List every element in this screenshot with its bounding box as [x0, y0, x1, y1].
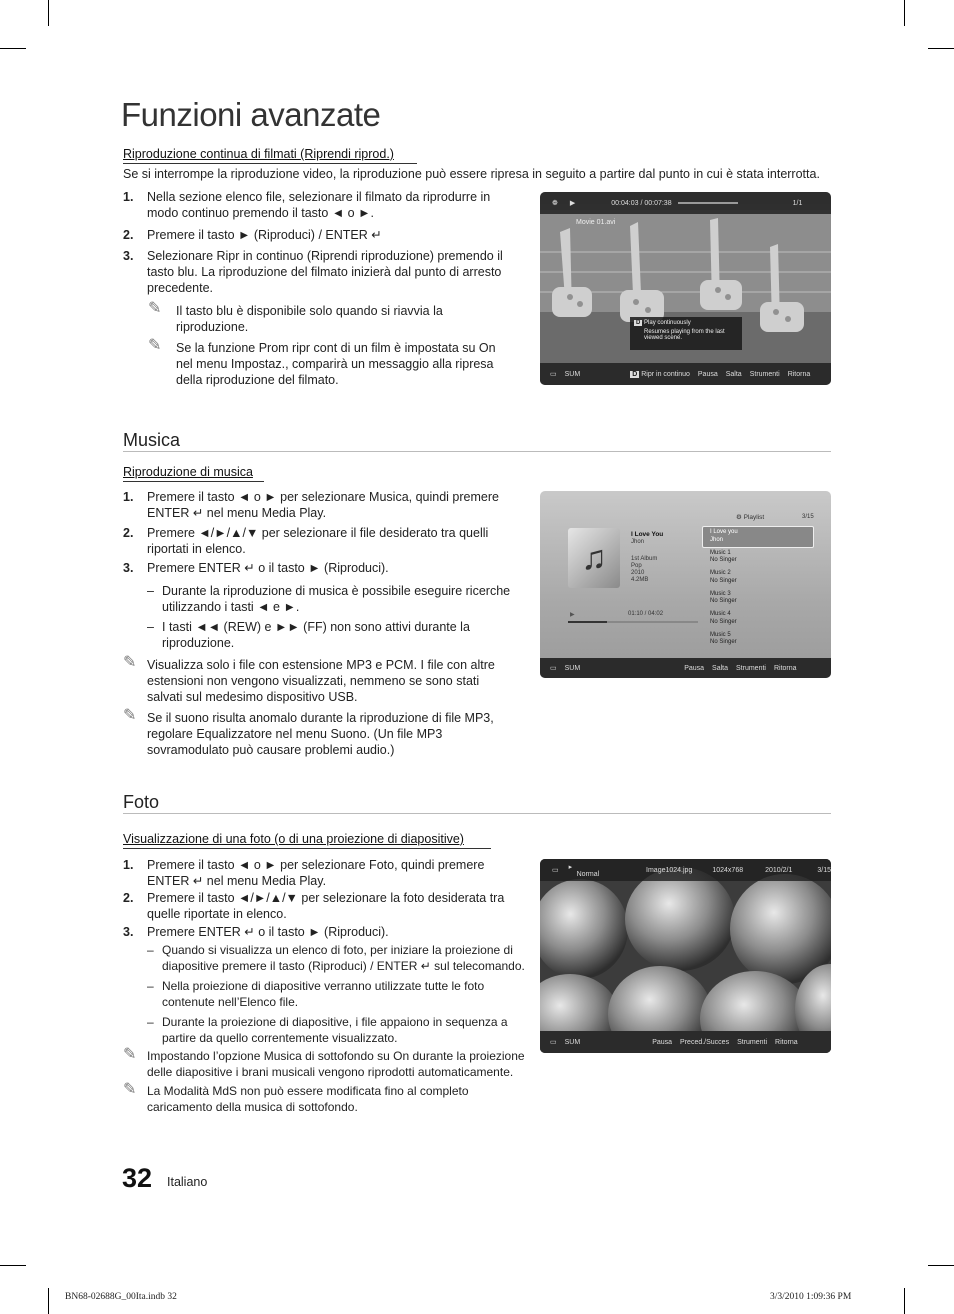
video-time: 00:04:03 / 00:07:38: [611, 199, 672, 207]
crop-mark: [0, 48, 26, 49]
note-text: Il tasto blu è disponibile solo quando si riavvia la riproduzione.: [176, 304, 443, 334]
photo-date: 2010/2/1: [765, 866, 793, 874]
step-text: Premere il tasto ◄/►/▲/▼ per selezionare la foto desiderata tra quelle riportate in elenco.: [147, 891, 505, 921]
step-number: 1.: [123, 190, 134, 204]
photo-resolution: 1024x768: [712, 866, 744, 874]
track-artist: Jhon: [710, 536, 724, 543]
crop-mark: [904, 1288, 905, 1314]
track-artist: No Singer: [710, 618, 737, 625]
track-artist: No Singer: [710, 557, 737, 563]
video-intro: Se si interrompe la riproduzione video, la riproduzione può essere ripresa in seguito a partire dal punto in cui è stata interrotta.: [123, 167, 820, 181]
step-text: Premere il tasto ◄ o ► per selezionare Musica, quindi premere ENTER ↵ nel menu Media Play.: [147, 490, 499, 520]
popup-title: Play continuously: [644, 320, 691, 326]
step-text: Selezionare Ripr in continuo (Riprendi riproduzione) premendo il tasto blu. La riproduzione del filmato inizierà dal punto di arresto precedente.: [147, 249, 503, 295]
crop-mark: [48, 0, 49, 26]
step-number: 2.: [123, 526, 134, 540]
footer-date: 3/3/2010 1:09:36 PM: [770, 1292, 852, 1302]
step-number: 1.: [123, 490, 134, 504]
album: 1st Album: [631, 556, 658, 562]
crop-mark: [904, 0, 905, 26]
track-title: I Love you: [710, 529, 738, 535]
popup-dialog: D Play continuously Resumes playing from the last viewed scene.: [630, 317, 742, 350]
step-number: 3.: [123, 249, 134, 263]
video-subtitle: Riproduzione continua di filmati (Riprendi riprod.): [123, 147, 394, 161]
step-number: 3.: [123, 561, 134, 575]
popup-text: Resumes playing from the last viewed scene.: [644, 329, 725, 341]
bar-item: Pausa: [652, 1038, 673, 1046]
language-label: Italiano: [167, 1175, 208, 1189]
crop-mark: [0, 1265, 26, 1266]
step-text: Premere il tasto ◄ o ► per selezionare Foto, quindi premere ENTER ↵ nel menu Media Play.: [147, 858, 485, 888]
progress-bar: [568, 621, 698, 623]
step-number: 1.: [123, 858, 134, 872]
bar-item: Ritorna: [773, 664, 797, 672]
note-icon: ✎: [123, 1081, 137, 1098]
bar-item: Strumenti: [736, 664, 766, 672]
note-text: Se la funzione Prom ripr cont di un film è impostata su On nel menu Impostaz., comparirà un messaggio alla ripresa della riproduzione del filmato.: [176, 341, 496, 387]
bar-item: Ripr in continuo: [641, 370, 690, 378]
photo-filename: Image1024.jpg: [646, 866, 693, 874]
size: 4.2MB: [631, 577, 649, 583]
playlist-label: Playlist: [743, 514, 765, 521]
device-label: SUM: [564, 1038, 581, 1046]
video-filename: Movie 01.avi: [576, 219, 616, 226]
track-list: [710, 529, 820, 652]
bar-item: Pausa: [697, 370, 718, 378]
genre: Pop: [631, 563, 642, 569]
crop-mark: [48, 1288, 49, 1314]
music-subtitle: Riproduzione di musica: [123, 465, 253, 479]
step-text: Premere ENTER ↵ o il tasto ► (Riproduci).: [147, 561, 389, 575]
note-text: La Modalità MdS non può essere modificata fino al completo caricamento della musica di sottofondo.: [147, 1084, 469, 1114]
photo-subtitle: Visualizzazione di una foto (o di una proiezione di diapositive): [123, 832, 464, 846]
bar-item: Ritorna: [775, 1038, 798, 1046]
track-title: Music 1: [710, 549, 731, 556]
note-text: Se il suono risulta anomalo durante la riproduzione di file MP3, regolare Equalizzatore nel menu Suono. (Un file MP3 sovramodulato può causare problemi audio.): [147, 711, 494, 757]
dash-text: Quando si visualizza un elenco di foto, per iniziare la proiezione di diapositive premere il tasto (Riproduci) / ENTER ↵ sul telecomando.: [162, 943, 525, 973]
view-mode: Normal: [576, 870, 600, 878]
track-title: Music 5: [710, 631, 731, 638]
music-note-icon: ♫: [568, 528, 620, 588]
device-label: SUM: [564, 664, 581, 672]
playlist-count: 3/15: [802, 514, 814, 520]
dash-text: Durante la proiezione di diapositive, i file appaiono in sequenza a partire da quello correntemente visualizzato.: [162, 1015, 508, 1045]
dash-text: I tasti ◄◄ (REW) e ►► (FF) non sono attivi durante la riproduzione.: [162, 620, 470, 650]
bar-item: Ritorna: [787, 370, 811, 378]
note-icon: ✎: [148, 337, 162, 354]
note-text: Impostando l’opzione Musica di sottofondo su On durante la proiezione delle diapositive i brani musicali vengono riprodotti automaticamente.: [147, 1049, 525, 1079]
bar-item: Salta: [712, 664, 729, 672]
bar-item: Salta: [725, 370, 742, 378]
now-artist: Jhon: [631, 539, 645, 545]
track-artist: No Singer: [710, 598, 737, 604]
track-artist: No Singer: [710, 577, 737, 584]
bar-item: Pausa: [684, 664, 705, 672]
music-heading: Musica: [123, 430, 181, 450]
dash-text: Durante la riproduzione di musica è possibile eseguire ricerche utilizzando i tasti ◄ e ►.: [162, 584, 511, 614]
photo-count: 3/15: [817, 866, 831, 874]
step-number: 2.: [123, 228, 134, 242]
track-title: Music 4: [710, 611, 731, 617]
step-text: Premere ◄/►/▲/▼ per selezionare il file desiderato tra quelli riportati in elenco.: [147, 526, 489, 556]
step-text: Premere ENTER ↵ o il tasto ► (Riproduci).: [147, 925, 389, 939]
video-count: 1/1: [792, 199, 803, 207]
dash-text: Nella proiezione di diapositive verranno utilizzate tutte le foto contenute nell’Elenco file.: [162, 979, 485, 1009]
crop-mark: [928, 48, 954, 49]
step-text: Nella sezione elenco file, selezionare il filmato da riprodurre in modo continuo premendo il tasto ◄ o ►.: [147, 190, 491, 220]
track-title: Music 3: [710, 590, 731, 597]
year: 2010: [631, 570, 645, 576]
note-icon: ✎: [123, 707, 137, 724]
photo-screenshot: ▭ ▸ Normal Image1024.jpg 1024x768 2010/2/1 3/15 ▭ SUM Pausa Preced./Succes Strumenti Ritorna: [540, 859, 831, 1053]
playlist-icon: ⚙: [736, 514, 742, 521]
video-screenshot: ❁ ▶ 00:04:03 / 00:07:38 1/1 Movie 01.avi D Play continuously Resumes playing from the last viewed scene. ▭ SUM D Ripr in continuo Pausa Salta Strumenti Ritorna: [540, 192, 831, 385]
photo-heading: Foto: [123, 792, 160, 812]
bar-item: Preced./Succes: [680, 1038, 730, 1046]
note-icon: ✎: [148, 300, 162, 317]
now-title: I Love You: [631, 531, 664, 538]
device-label: SUM: [564, 370, 581, 378]
bar-item: Strumenti: [749, 370, 780, 378]
note-icon: ✎: [123, 654, 137, 671]
play-time: 01:10 / 04:02: [628, 611, 664, 617]
step-number: 2.: [123, 891, 134, 905]
crop-mark: [928, 1265, 954, 1266]
track-title: Music 2: [710, 570, 731, 576]
page-number: 32: [122, 1163, 153, 1193]
step-text: Premere il tasto ► (Riproduci) / ENTER ↵: [147, 228, 382, 242]
music-screenshot: ♫ I Love You Jhon 1st Album Pop 2010 4.2MB ▶ 01:10 / 04:02 ⚙ Playlist 3/15 I Love you Jhon Music 1 No Singer Music 2 No Singer Music 3 No Singer Music 4 No Singer Music 5 No Singer ▭ SUM Pausa Salta Strumenti Ritorna: [540, 491, 831, 678]
page-title: Funzioni avanzate: [121, 96, 381, 133]
note-icon: ✎: [123, 1046, 137, 1063]
bar-item: Strumenti: [737, 1038, 768, 1046]
footer-file: BN68-02688G_00Ita.indb 32: [65, 1292, 177, 1302]
track-artist: No Singer: [710, 639, 737, 645]
step-number: 3.: [123, 925, 134, 939]
note-text: Visualizza solo i file con estensione MP3 e PCM. I file con altre estensioni non vengono visualizzati, nemmeno se sono stati salvati sul medesimo dispositivo USB.: [147, 658, 495, 704]
